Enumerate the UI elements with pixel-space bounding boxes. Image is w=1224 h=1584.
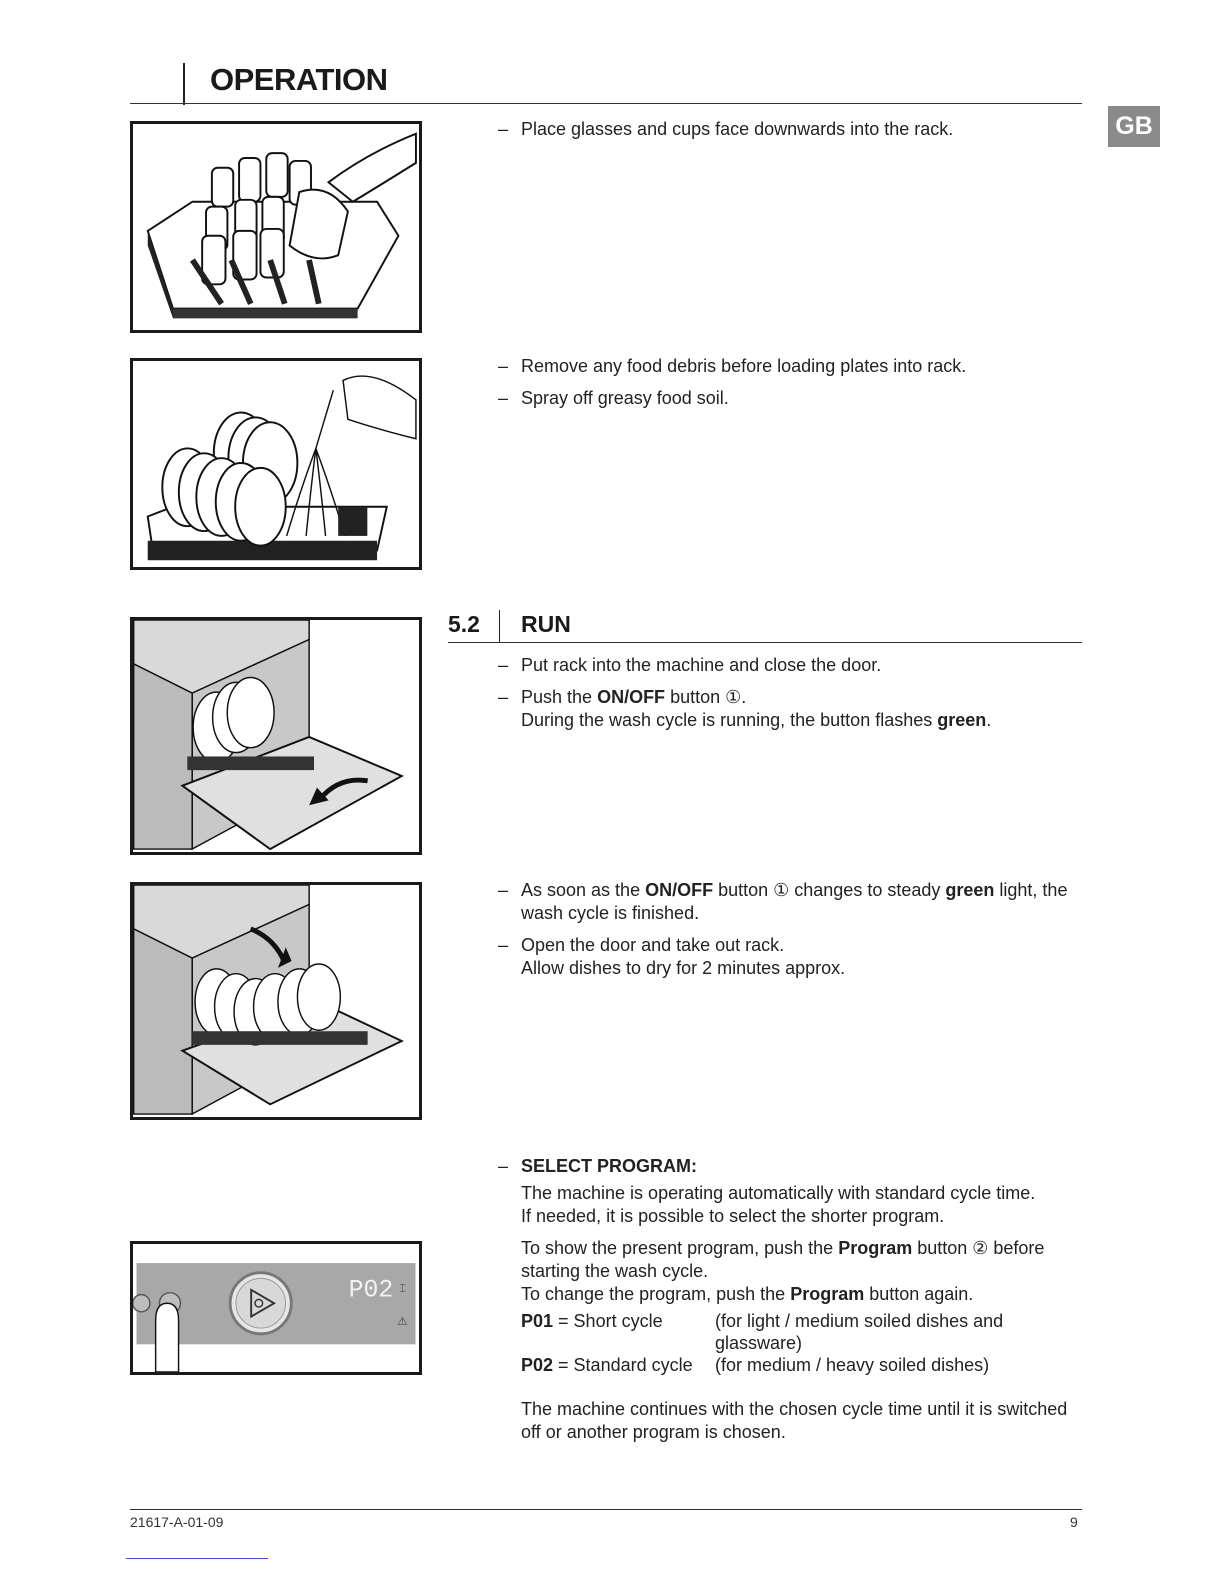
figure-load-machine <box>130 617 422 855</box>
list-item: – Put rack into the machine and close the door. <box>498 655 882 675</box>
language-badge: GB <box>1108 106 1160 147</box>
document-code: 21617-A-01-09 <box>130 1514 224 1530</box>
list-item: – Remove any food debris before loading plates into rack. <box>498 356 967 376</box>
section-title: RUN <box>521 611 571 637</box>
list-item: – Place glasses and cups face downwards into the rack. <box>498 119 954 139</box>
page-number: 9 <box>1070 1514 1078 1530</box>
list-item: – Spray off greasy food soil. <box>498 388 729 408</box>
program-display: P02 <box>348 1276 394 1305</box>
control-panel-illustration <box>133 1244 419 1372</box>
svg-text:⌶: ⌶ <box>399 1282 407 1295</box>
footer-rule <box>130 1509 1082 1510</box>
list-item: – SELECT PROGRAM: <box>498 1156 698 1176</box>
figure-control-panel <box>130 1241 422 1375</box>
instructions-plates <box>498 355 1068 419</box>
instructions-select-program <box>498 1155 1078 1444</box>
load-machine-illustration <box>133 620 419 852</box>
unload-machine-illustration <box>133 885 419 1117</box>
instructions-glasses <box>498 118 1068 150</box>
instructions-run <box>498 654 1078 741</box>
figure-spray-plates <box>130 358 422 570</box>
program-details: The machine is operating automatically with standard cycle time. If needed, it is possible to select the shorter program. To show the present program, push the Program button ② before starting the wash cycle. To change the program, push the Program button again. P01 = Short cycle (for light / medium soiled dishes and glassware) P02 = Standard cycle (for medium / heavy soiled dishes) The machine continues with the chosen cycle time until it is switched off or another program is chosen. <box>521 1183 1068 1442</box>
table-row: P01 = Short cycle (for light / medium soiled dishes and glassware) <box>521 1311 1004 1353</box>
program-table <box>521 1310 1015 1376</box>
section-rule <box>448 642 1082 643</box>
list-item: – As soon as the ON/OFF button ① changes to steady green light, the wash cycle is finished. <box>498 880 1068 923</box>
glasses-rack-illustration <box>133 124 419 330</box>
list-item: – Open the door and take out rack. Allow dishes to dry for 2 minutes approx. <box>498 935 846 978</box>
instructions-finish <box>498 879 1078 989</box>
header-divider <box>183 63 185 105</box>
figure-glasses-rack <box>130 121 422 333</box>
section-divider <box>499 610 500 642</box>
table-row: P02 = Standard cycle (for medium / heavy soiled dishes) <box>521 1355 990 1375</box>
list-item: – Push the ON/OFF button ①. During the wash cycle is running, the button flashes green. <box>498 687 992 730</box>
link-underline <box>126 1558 268 1559</box>
svg-text:⚠: ⚠ <box>397 1316 408 1329</box>
header-rule <box>130 103 1082 104</box>
figure-unload-machine <box>130 882 422 1120</box>
page-title: OPERATION <box>210 62 388 97</box>
spray-plates-illustration <box>133 361 419 567</box>
section-number: 5.2 <box>448 611 480 637</box>
